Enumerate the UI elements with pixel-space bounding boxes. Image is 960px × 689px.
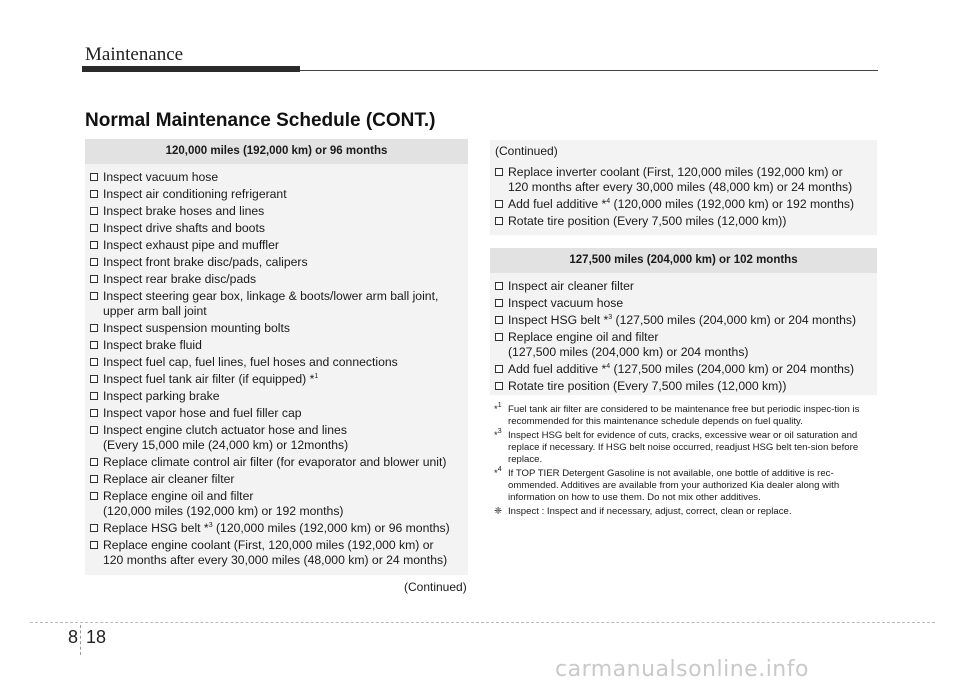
schedule-120000-panel (85, 139, 468, 575)
checkbox-icon (495, 316, 503, 324)
list-item: Inspect engine clutch actuator hose and lines (Every 15,000 mile (24,000 km) or 12months) (85, 423, 468, 453)
checkbox-icon (90, 324, 98, 332)
list-item: Inspect drive shafts and boots (85, 221, 468, 236)
checkbox-icon (90, 492, 98, 500)
footer-rule (30, 622, 935, 623)
checkbox-icon (90, 524, 98, 532)
section-title: Normal Maintenance Schedule (CONT.) (85, 110, 436, 131)
footnotes (494, 404, 876, 520)
header-rule (82, 66, 300, 72)
checkbox-icon (495, 365, 503, 373)
list-item: Inspect HSG belt *$^3$ (127,500 miles (204,000 km) or 204 months) (490, 313, 877, 328)
list-item: Inspect brake fluid (85, 338, 468, 353)
list-item: Replace engine coolant (First, 120,000 miles (192,000 km) or 120 months after every 30,000 miles (48,000 km) or 24 months) (85, 538, 468, 568)
page-number: 18 (86, 627, 107, 647)
checkbox-icon (495, 382, 503, 390)
checkbox-icon (495, 168, 503, 176)
checkbox-icon (90, 241, 98, 249)
checkbox-icon (495, 282, 503, 290)
checkbox-icon (90, 173, 98, 181)
checkbox-icon (90, 358, 98, 366)
checkbox-icon (90, 475, 98, 483)
list-item: Replace air cleaner filter (85, 472, 468, 487)
page-divider (80, 625, 82, 655)
schedule-120000-continued-panel (490, 140, 877, 235)
header-rule-thin (300, 70, 878, 71)
list-item: Replace inverter coolant (First, 120,000 miles (192,000 km) or 120 months after every 30,000 miles (48,000 km) or 24 months) (490, 165, 877, 195)
list-item: Inspect brake hoses and lines (85, 204, 468, 219)
checkbox-icon (90, 541, 98, 549)
checkbox-icon (90, 190, 98, 198)
watermark: carmanualsonline.info (555, 657, 809, 682)
list-item: Inspect exhaust pipe and muffler (85, 238, 468, 253)
chapter-number: 8 (68, 627, 79, 647)
checkbox-icon (90, 409, 98, 417)
continued-label: (Continued) (404, 580, 467, 594)
list-item: Inspect fuel cap, fuel lines, fuel hoses and connections (85, 355, 468, 370)
checkbox-icon (90, 341, 98, 349)
panel-heading: 127,500 miles (204,000 km) or 102 months (490, 248, 877, 273)
footnote: ❈ Inspect : Inspect and if necessary, adjust, correct, clean or replace. (494, 506, 792, 517)
list-item: Inspect vacuum hose (490, 296, 877, 311)
checkbox-icon (90, 207, 98, 215)
footnote: *$^3$ Inspect HSG belt for evidence of cuts, cracks, excessive wear or oil saturation and replace if necessary. If HSG belt noise occurred, readjust HSG belt ten-sion before replace. (494, 428, 859, 465)
list-item: Inspect parking brake (85, 389, 468, 404)
list-item: Inspect vapor hose and fuel filler cap (85, 406, 468, 421)
list-item: Replace climate control air filter (for evaporator and blower unit) (85, 455, 468, 470)
list-item: Inspect vacuum hose (85, 170, 468, 185)
checkbox-icon (90, 426, 98, 434)
list-item: Inspect air cleaner filter (490, 279, 877, 294)
list-item: Replace engine oil and filter (120,000 miles (192,000 km) or 192 months) (85, 489, 468, 519)
list-item: Inspect suspension mounting bolts (85, 321, 468, 336)
list-item: Inspect steering gear box, linkage & boots/lower arm ball joint, upper arm ball joint (85, 289, 468, 319)
checkbox-icon (495, 200, 503, 208)
list-item: Replace engine oil and filter (127,500 miles (204,000 km) or 204 months) (490, 330, 877, 360)
footnote: *$^1$ Fuel tank air filter are considered to be maintenance free but periodic inspec-tion is recommended for this maintenance schedule depends on fuel quality. (494, 402, 860, 427)
list-item: Rotate tire position (Every 7,500 miles (12,000 km)) (490, 379, 877, 394)
list-item: Inspect front brake disc/pads, calipers (85, 255, 468, 270)
continued-label: (Continued) (495, 144, 558, 158)
checkbox-icon (90, 258, 98, 266)
list-item: Inspect fuel tank air filter (if equipped) *$^1$ (85, 372, 468, 387)
checkbox-icon (495, 299, 503, 307)
checkbox-icon (495, 333, 503, 341)
checkbox-icon (495, 217, 503, 225)
footnote: *$^4$ If TOP TIER Detergent Gasoline is not available, one bottle of additive is rec-ommended. Additives are available from your authorized Kia dealer along with information on how to use them. Do not mix other additives. (494, 466, 840, 503)
checkbox-icon (90, 392, 98, 400)
list-item: Add fuel additive *$^4$ (127,500 miles (204,000 km) or 204 months) (490, 362, 877, 377)
checkbox-icon (90, 458, 98, 466)
list-item: Inspect rear brake disc/pads (85, 272, 468, 287)
checkbox-icon (90, 375, 98, 383)
checkbox-icon (90, 275, 98, 283)
checkbox-icon (90, 292, 98, 300)
panel-heading: 120,000 miles (192,000 km) or 96 months (85, 139, 468, 164)
schedule-127500-panel (490, 248, 877, 395)
list-item: Inspect air conditioning refrigerant (85, 187, 468, 202)
list-item: Replace HSG belt *$^3$ (120,000 miles (192,000 km) or 96 months) (85, 521, 468, 536)
header-title: Maintenance (85, 44, 184, 65)
list-item: Rotate tire position (Every 7,500 miles (12,000 km)) (490, 214, 877, 229)
list-item: Add fuel additive *$^4$ (120,000 miles (192,000 km) or 192 months) (490, 197, 877, 212)
checkbox-icon (90, 224, 98, 232)
